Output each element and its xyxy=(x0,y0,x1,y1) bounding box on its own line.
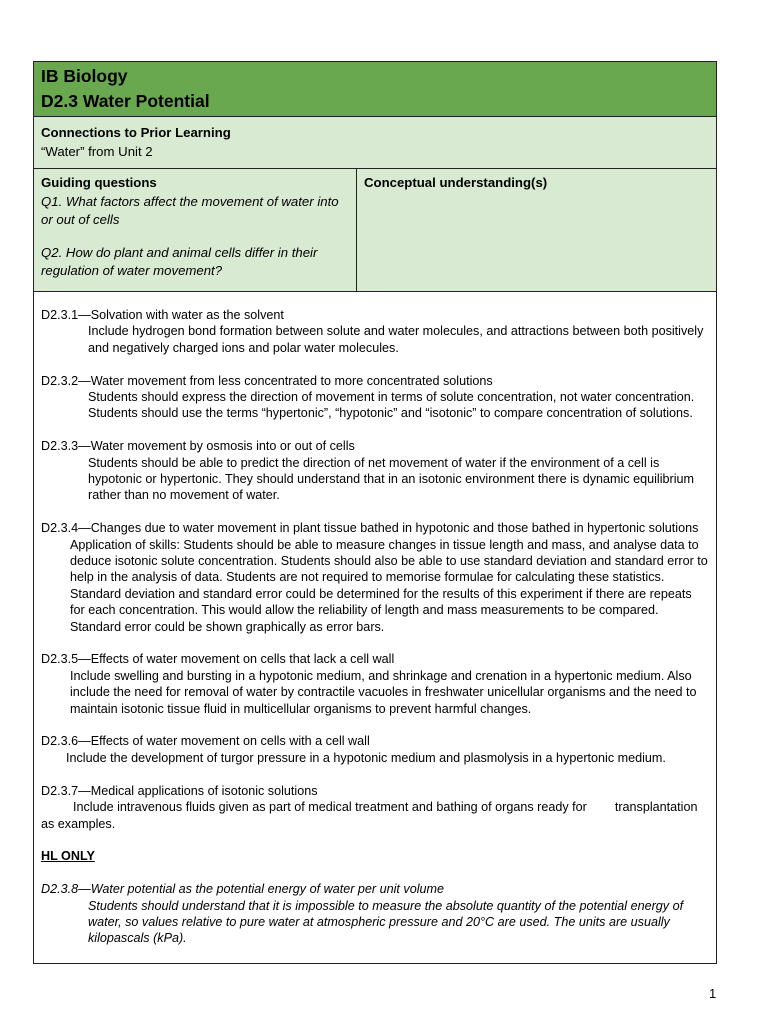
item-body: Include swelling and bursting in a hypotonic medium, and shrinkage and crenation in a hypertonic medium. Also include the need for removal of water by contractile vacuoles in freshwater unicellular organisms and the need to maintain isotonic tissue fluid in multicellular organisms to prevent harmful changes. xyxy=(70,668,697,716)
item-title: D2.3.8—Water potential as the potential energy of water per unit volume xyxy=(41,882,444,897)
item-title: D2.3.3—Water movement by osmosis into or out of cells xyxy=(41,439,355,454)
prior-learning-text: “Water” from Unit 2 xyxy=(41,144,153,159)
prior-learning-section xyxy=(34,117,716,169)
conceptual-understanding-cell xyxy=(357,169,716,291)
title-header xyxy=(34,62,716,117)
item-d2-3-3 xyxy=(41,438,709,504)
topic-title: D2.3 Water Potential xyxy=(41,91,210,111)
item-body: Students should understand that it is impossible to measure the absolute quantity of the potential energy of water, so values relative to pure water at atmospheric pressure and 20°C are used. The units are usually kilopascals (kPa). xyxy=(88,898,684,946)
page-number: 1 xyxy=(709,986,717,1001)
item-title: D2.3.6—Effects of water movement on cells with a cell wall xyxy=(41,734,370,749)
course-title: IB Biology xyxy=(41,66,128,86)
syllabus-table xyxy=(33,61,717,964)
item-title: D2.3.2—Water movement from less concentrated to more concentrated solutions xyxy=(41,373,493,388)
prior-learning-label: Connections to Prior Learning xyxy=(41,125,231,140)
item-body: Students should be able to predict the direction of net movement of water if the environment of a cell is hypotonic or hypertonic. They should understand that in an isotonic environment there is dynamic equilibrium rather than no movement of water. xyxy=(88,455,695,503)
hl-only-label: HL ONLY xyxy=(41,849,95,864)
item-d2-3-7 xyxy=(41,783,709,832)
guiding-row xyxy=(34,169,716,292)
item-d2-3-5 xyxy=(41,651,709,717)
item-title: D2.3.1—Solvation with water as the solvent xyxy=(41,308,284,322)
item-body: Include hydrogen bond formation between solute and water molecules, and attractions between both positively and negatively charged ions and polar water molecules. xyxy=(88,324,704,355)
guiding-question-2: Q2. How do plant and animal cells differ in their regulation of water movement? xyxy=(41,244,318,278)
hl-only-heading-block xyxy=(41,848,709,864)
item-d2-3-8 xyxy=(41,881,709,947)
item-body: Students should express the direction of movement in terms of solute concentration, not water concentration. Students should use the terms “hypertonic”, “hypotonic” and “isotonic” to compare concentration of solutions. xyxy=(88,390,695,421)
item-title: D2.3.7—Medical applications of isotonic solutions xyxy=(41,783,318,798)
item-body: Include the development of turgor pressure in a hypotonic medium and plasmolysis in a hypertonic medium. xyxy=(66,750,666,765)
conceptual-understanding-label: Conceptual understanding(s) xyxy=(364,175,548,190)
guiding-question-1: Q1. What factors affect the movement of water into or out of cells xyxy=(41,193,339,227)
item-d2-3-6 xyxy=(41,733,709,766)
item-title: D2.3.5—Effects of water movement on cells that lack a cell wall xyxy=(41,652,395,667)
item-d2-3-4 xyxy=(41,520,709,635)
guiding-questions-cell xyxy=(34,169,357,291)
item-body: Include intravenous fluids given as part of medical treatment and bathing of organs ready for transplantation as examples. xyxy=(41,800,698,831)
item-title: D2.3.4—Changes due to water movement in plant tissue bathed in hypotonic and those bathed in hypertonic solutions xyxy=(41,521,699,536)
content-section xyxy=(34,292,716,963)
item-d2-3-1 xyxy=(41,307,709,356)
item-d2-3-2 xyxy=(41,373,709,422)
guiding-questions-label: Guiding questions xyxy=(41,175,157,190)
item-body: Application of skills: Students should be able to measure changes in tissue length and mass, and analyse data to deduce isotonic solute concentration. Students should also be able to use standard deviation and standard error to help in the analysis of data. Students are not required to memorise formulae for calculating these statistics. Standard deviation and standard error could be determined for the results of this experiment if there are repeats for each concentration. This would allow the reliability of length and mass measurements to be compared. Standard error could be shown graphically as error bars. xyxy=(70,537,708,634)
